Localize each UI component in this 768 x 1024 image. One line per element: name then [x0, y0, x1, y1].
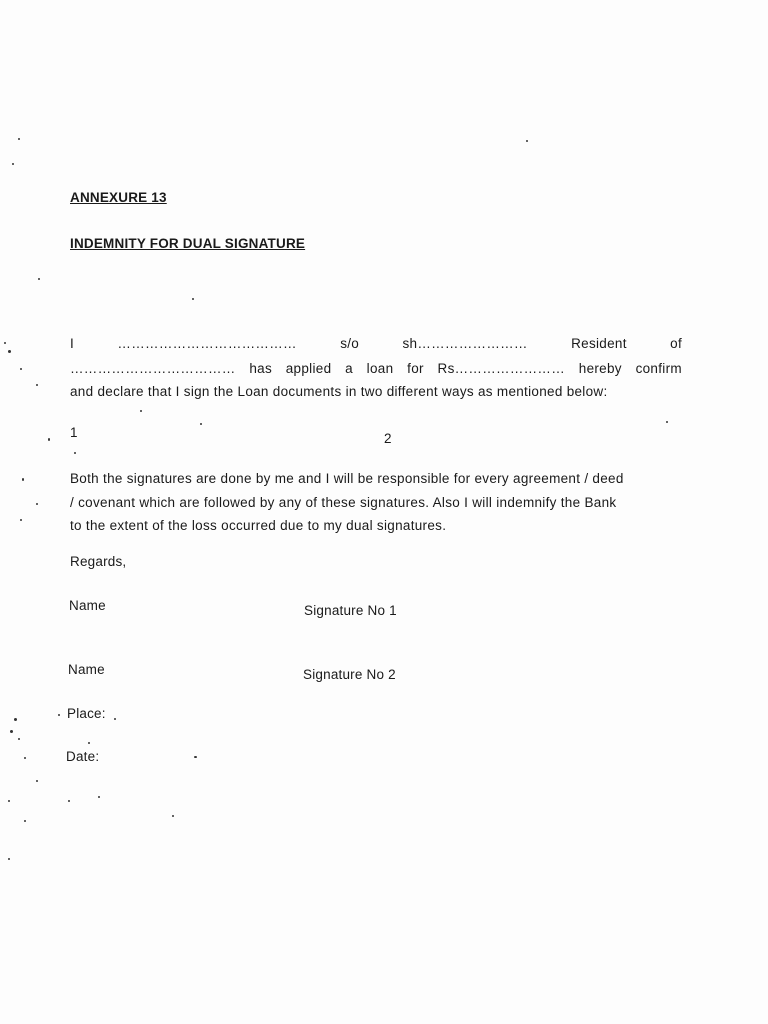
scan-speck — [18, 138, 20, 140]
address-blank: ……………………………… — [70, 361, 236, 376]
regards-text: Regards, — [70, 554, 127, 569]
declaration-line: and declare that I sign the Loan documents in two different ways as mentioned below: — [70, 384, 608, 399]
father-name-blank: sh…………………… — [402, 336, 528, 351]
body-line-3: to the extent of the loss occurred due to my dual signatures. — [70, 518, 447, 533]
pronoun-text: I — [70, 336, 75, 351]
signature-2-label: 2 — [384, 431, 392, 446]
scan-speck — [68, 800, 70, 802]
son-of-text: s/o — [340, 336, 360, 351]
scan-speck — [140, 410, 142, 412]
body-line-2: / covenant which are followed by any of these signatures. Also I will indemnify the Bank — [70, 495, 617, 510]
scan-speck — [14, 718, 17, 721]
of-text: of — [670, 336, 682, 351]
scan-speck — [98, 796, 100, 798]
applicant-line-2 — [70, 361, 682, 376]
word-a: a — [345, 361, 353, 376]
scan-speck — [4, 342, 6, 344]
scan-speck — [12, 163, 14, 165]
signature-no-1-label: Signature No 1 — [304, 603, 397, 618]
word-has: has — [249, 361, 273, 376]
word-hereby: hereby — [578, 361, 622, 376]
name-label-1: Name — [69, 598, 106, 613]
scan-speck — [36, 780, 38, 782]
scan-speck — [18, 738, 20, 740]
scan-speck — [88, 742, 90, 744]
word-confirm: confirm — [635, 361, 682, 376]
scan-speck — [36, 384, 38, 386]
scan-speck — [200, 423, 202, 425]
scan-speck — [38, 278, 40, 280]
scan-speck — [172, 815, 174, 817]
annexure-heading: ANNEXURE 13 — [70, 190, 167, 205]
scan-speck — [48, 438, 50, 441]
scan-speck — [22, 478, 24, 481]
scan-speck — [114, 718, 116, 720]
loan-amount-blank: Rs…………………… — [437, 361, 566, 376]
scan-speck — [36, 503, 38, 505]
word-for: for — [407, 361, 424, 376]
scan-speck — [10, 730, 13, 733]
applicant-line-1 — [70, 336, 682, 351]
document-title: INDEMNITY FOR DUAL SIGNATURE — [70, 236, 306, 251]
scan-speck — [58, 714, 60, 716]
word-applied: applied — [285, 361, 332, 376]
name-label-2: Name — [68, 662, 105, 677]
scan-speck — [20, 519, 22, 521]
applicant-name-blank: ………………………………… — [117, 336, 297, 351]
scan-speck — [8, 350, 11, 353]
resident-text: Resident — [571, 336, 627, 351]
scan-speck — [20, 368, 22, 370]
date-label: Date: — [66, 749, 100, 764]
scan-speck — [526, 140, 528, 142]
scan-speck — [8, 800, 10, 802]
scan-speck — [8, 858, 10, 860]
place-label: Place: — [67, 706, 106, 721]
signature-1-label: 1 — [70, 425, 78, 440]
scan-speck — [24, 820, 26, 822]
scan-speck — [194, 756, 197, 758]
scan-speck — [192, 298, 194, 300]
scan-speck — [74, 452, 76, 454]
word-loan: loan — [366, 361, 394, 376]
scan-speck — [24, 757, 26, 759]
scan-speck — [666, 421, 668, 423]
body-line-1: Both the signatures are done by me and I will be responsible for every agreement / deed — [70, 471, 624, 486]
signature-no-2-label: Signature No 2 — [303, 667, 396, 682]
